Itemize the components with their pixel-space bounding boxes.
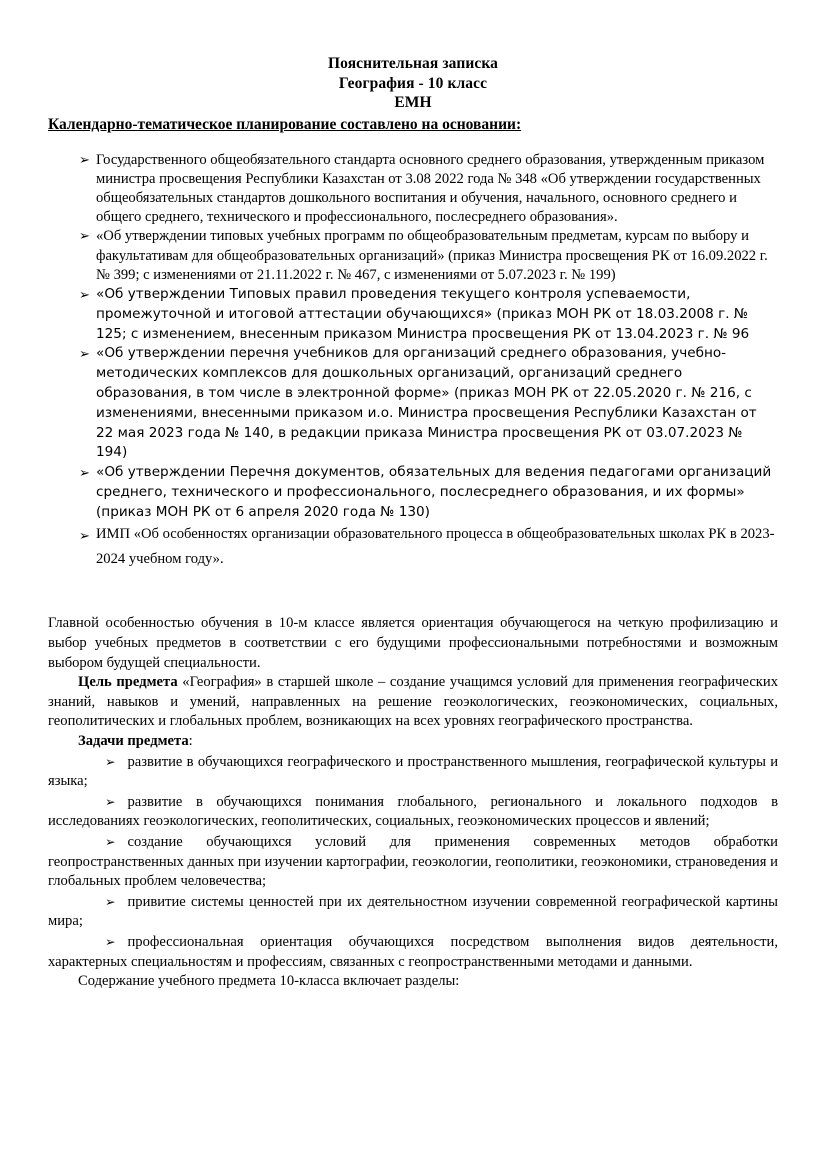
- arrow-bullet-icon: ➢: [105, 933, 116, 949]
- list-item-text: «Об утверждении типовых учебных программ по общеобразовательным предметам, курсам по выбору и факультативам для общеобразовательных организаций» (приказ Министра просвещения РК от 16.09.2022 г. № 399; с изменениями от 21.11.2022 г. № 467, с изменениями от 5.07.2023 г. № 199): [96, 228, 768, 283]
- arrow-bullet-icon: ➢: [105, 753, 116, 769]
- arrow-bullet-icon: ➢: [79, 347, 90, 363]
- list-item: [48, 522, 778, 572]
- goal-text: «География» в старшей школе – создание учащимся условий для применения географических знаний, навыков и умений, направленных на решение геоэкологических, геоэкономических, социальных, геополитических и глобальных проблем, возникающих на всех уровнях географического пространства.: [48, 674, 778, 730]
- tasks-colon: :: [188, 733, 193, 750]
- arrow-bullet-icon: ➢: [79, 529, 90, 545]
- tasks-heading: [48, 732, 778, 752]
- list-item-text: «Об утверждении Типовых правил проведения текущего контроля успеваемости, промежуточной и итоговой аттестации обучающихся» (приказ МОН РК от 18.03.2008 г. № 125; с изменением, внесенным приказом Министра просвещения РК от 13.04.2023 г. № 96: [96, 285, 750, 342]
- list-item: [48, 463, 778, 522]
- basis-list: [48, 151, 778, 573]
- closing-paragraph: Содержание учебного предмета 10-класса включает разделы:: [78, 973, 460, 990]
- arrow-bullet-icon: ➢: [79, 229, 90, 245]
- list-item: [48, 227, 778, 285]
- task-item: [48, 792, 778, 832]
- task-item: [48, 752, 778, 792]
- basis-heading: Календарно-тематическое планирование составлено на основании:: [48, 115, 522, 133]
- subject-grade-line: География - 10 класс: [338, 74, 488, 92]
- task-item: [48, 892, 778, 932]
- document-title-block: [48, 54, 778, 113]
- list-item: [48, 151, 778, 228]
- list-item-text: «Об утверждении Перечня документов, обязательных для ведения педагогами организаций среднего, технического и профессионального, послесреднего образования, и их формы» (приказ МОН РК от 6 апреля 2020 года № 130): [96, 464, 772, 520]
- task-item-text: развитие в обучающихся географического и пространственного мышления, географической культуры и языка;: [48, 753, 778, 790]
- document-content: [48, 0, 778, 992]
- list-item-text: ИМП «Об особенностях организации образовательного процесса в общеобразовательных школах РК в 2023-2024 учебном году».: [96, 526, 775, 568]
- task-item-text: развитие в обучающихся понимания глобального, регионального и локального подходов в исследованиях геоэкологических, геополитических, социальных, геоэкономических процессов и явлений;: [48, 793, 778, 830]
- list-item: [48, 344, 778, 463]
- list-item-text: «Об утверждении перечня учебников для организаций среднего образования, учебно-методических комплексов для дошкольных организаций, организаций среднего образования, в том числе в электронной форме» (приказ МОН РК от 22.05.2020 г. № 216, с изменениями, внесенными приказом и.о. Министра просвещения Республики Казахстан от 22 мая 2023 года № 140, в редакции приказа Министра просвещения РК от 03.07.2023 № 194): [96, 345, 757, 461]
- task-item-text: профессиональная ориентация обучающихся посредством выполнения видов деятельности, характерных специальностям и профессиям, связанных с геопространственными методами и данными.: [48, 933, 778, 970]
- task-item: [48, 832, 778, 892]
- arrow-bullet-icon: ➢: [105, 834, 116, 850]
- task-item-text: привитие системы ценностей при их деятельностном изучении современной географической картины мира;: [48, 893, 778, 930]
- arrow-bullet-icon: ➢: [79, 152, 90, 168]
- tasks-label: Задачи предмета: [78, 733, 189, 750]
- arrow-bullet-icon: ➢: [79, 466, 90, 482]
- goal-paragraph: [48, 673, 778, 732]
- goal-label: Цель предмета: [78, 674, 178, 691]
- page-title: Пояснительная записка: [327, 55, 499, 72]
- intro-paragraph: Главной особенностью обучения в 10-м классе является ориентация обучающегося на четкую профилизацию и выбор учебных предметов в соответствии с его будущими профессиональными потребностями и возможным выбором будущей специальности.: [48, 615, 778, 671]
- body-section: [48, 614, 778, 991]
- arrow-bullet-icon: ➢: [79, 287, 90, 303]
- list-item: [48, 285, 778, 344]
- track-abbreviation-line: ЕМН: [394, 94, 432, 111]
- arrow-bullet-icon: ➢: [105, 793, 116, 809]
- arrow-bullet-icon: ➢: [105, 893, 116, 909]
- list-item-text: Государственного общеобязательного стандарта основного среднего образования, утвержденным приказом министра просвещения Республики Казахстан от 3.08 2022 года № 348 «Об утверждении государственных общеобязательных стандартов дошкольного воспитания и обучения, начального, основного среднего и общего среднего, технического и профессионального, послесреднего образования».: [96, 151, 765, 226]
- task-item-text: создание обучающихся условий для применения современных методов обработки геопространственных данных при изучении картографии, геоэкологии, геополитики, геоэкономики, страноведения и глобальных проблем человечества;: [48, 834, 778, 890]
- task-item: [48, 932, 778, 972]
